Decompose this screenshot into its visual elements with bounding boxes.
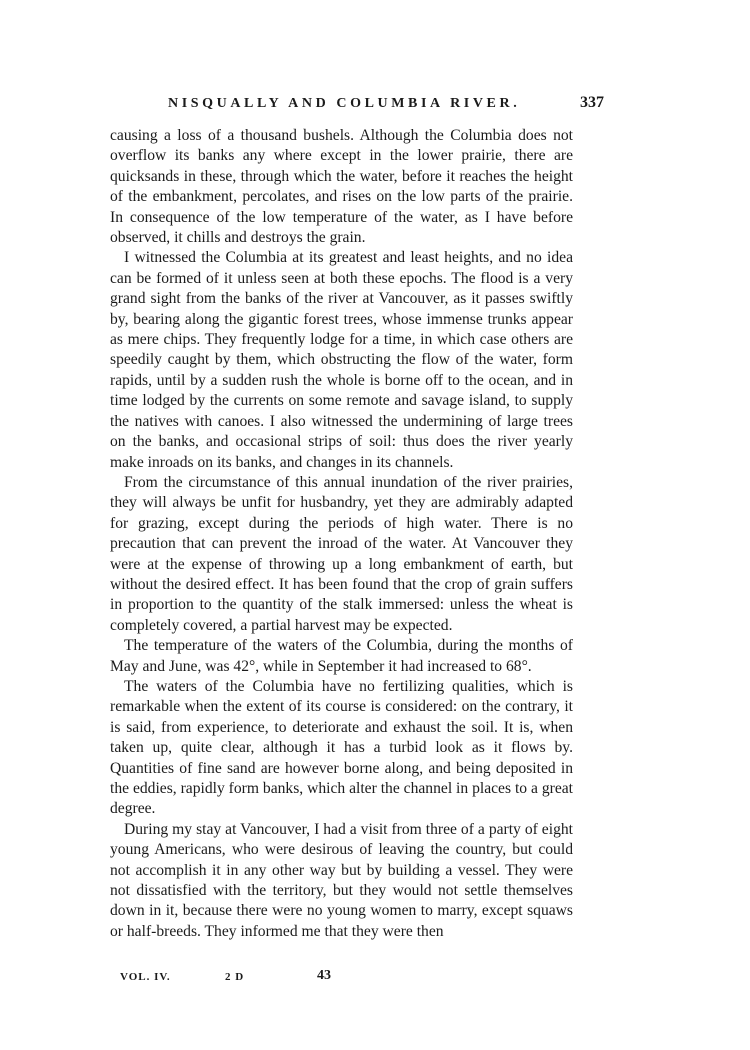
body-text xyxy=(110,126,573,942)
paragraph-temperature: The temperature of the waters of the Columbia, during the months of May and June, was 42°, while in September it had increased to 68°. xyxy=(110,637,573,675)
volume-label: VOL. IV. xyxy=(120,971,171,983)
sheet-number: 43 xyxy=(317,968,331,983)
paragraph-continued: causing a loss of a thousand bushels. Although the Columbia does not overflow its banks any where except in the lower prairie, there are quicksands in these, through which the water, before it reaches the height of the embankment, percolates, and rises on the low parts of the prairie. In consequence of the low temperature of the water, as I have before observed, it chills and destroys the grain. xyxy=(110,127,573,247)
paragraph-americans: During my stay at Vancouver, I had a visit from three of a party of eight young Americans, who were desirous of leaving the country, but could not accomplish it in any other way but by building a vessel. They were not dissatisfied with the territory, but they would not settle themselves down in it, because there were no young women to marry, except squaws or half-breeds. They informed me that they were then xyxy=(110,820,573,940)
page-footer xyxy=(120,968,420,991)
paragraph-fertility: The waters of the Columbia have no fertilizing qualities, which is remarkable when the extent of its course is considered: on the contrary, it is said, from experience, to deteriorate and exhaust the soil. It is, when taken up, quite clear, although it has a turbid look as it flows by. Quantities of fine sand are however borne along, and being deposited in the eddies, rapidly form banks, which alter the channel in places to a great degree. xyxy=(110,677,573,818)
running-title: NISQUALLY AND COLUMBIA RIVER. xyxy=(168,96,521,111)
signature-mark: 2 D xyxy=(225,971,245,983)
paragraph-flood: I witnessed the Columbia at its greatest and least heights, and no idea can be formed of it unless seen at both these epochs. The flood is a very grand sight from the banks of the river at Vancouver, as it passes swiftly by, bearing along the gigantic forest trees, whose immense trunks appear as mere chips. They frequently lodge for a time, in which case others are speedily caught by them, which obstructing the flow of the water, form rapids, until by a sudden rush the whole is borne off to the ocean, and in time lodged by the currents on some remote and savage island, to supply the natives with canoes. I also witnessed the undermining of large trees on the banks, and occasional strips of soil: thus does the river yearly make inroads on its banks, and changes in its channels. xyxy=(110,249,573,471)
page-number: 337 xyxy=(580,94,604,111)
paragraph-prairies: From the circumstance of this annual inundation of the river prairies, they will always be unfit for husbandry, yet they are admirably adapted for grazing, except during the periods of high water. There is no precaution that can prevent the inroad of the water. At Vancouver they were at the expense of throwing up a long embankment of earth, but without the desired effect. It has been found that the crop of grain suffers in proportion to the quantity of the stalk immersed: unless the wheat is completely covered, a partial harvest may be expected. xyxy=(110,473,573,634)
